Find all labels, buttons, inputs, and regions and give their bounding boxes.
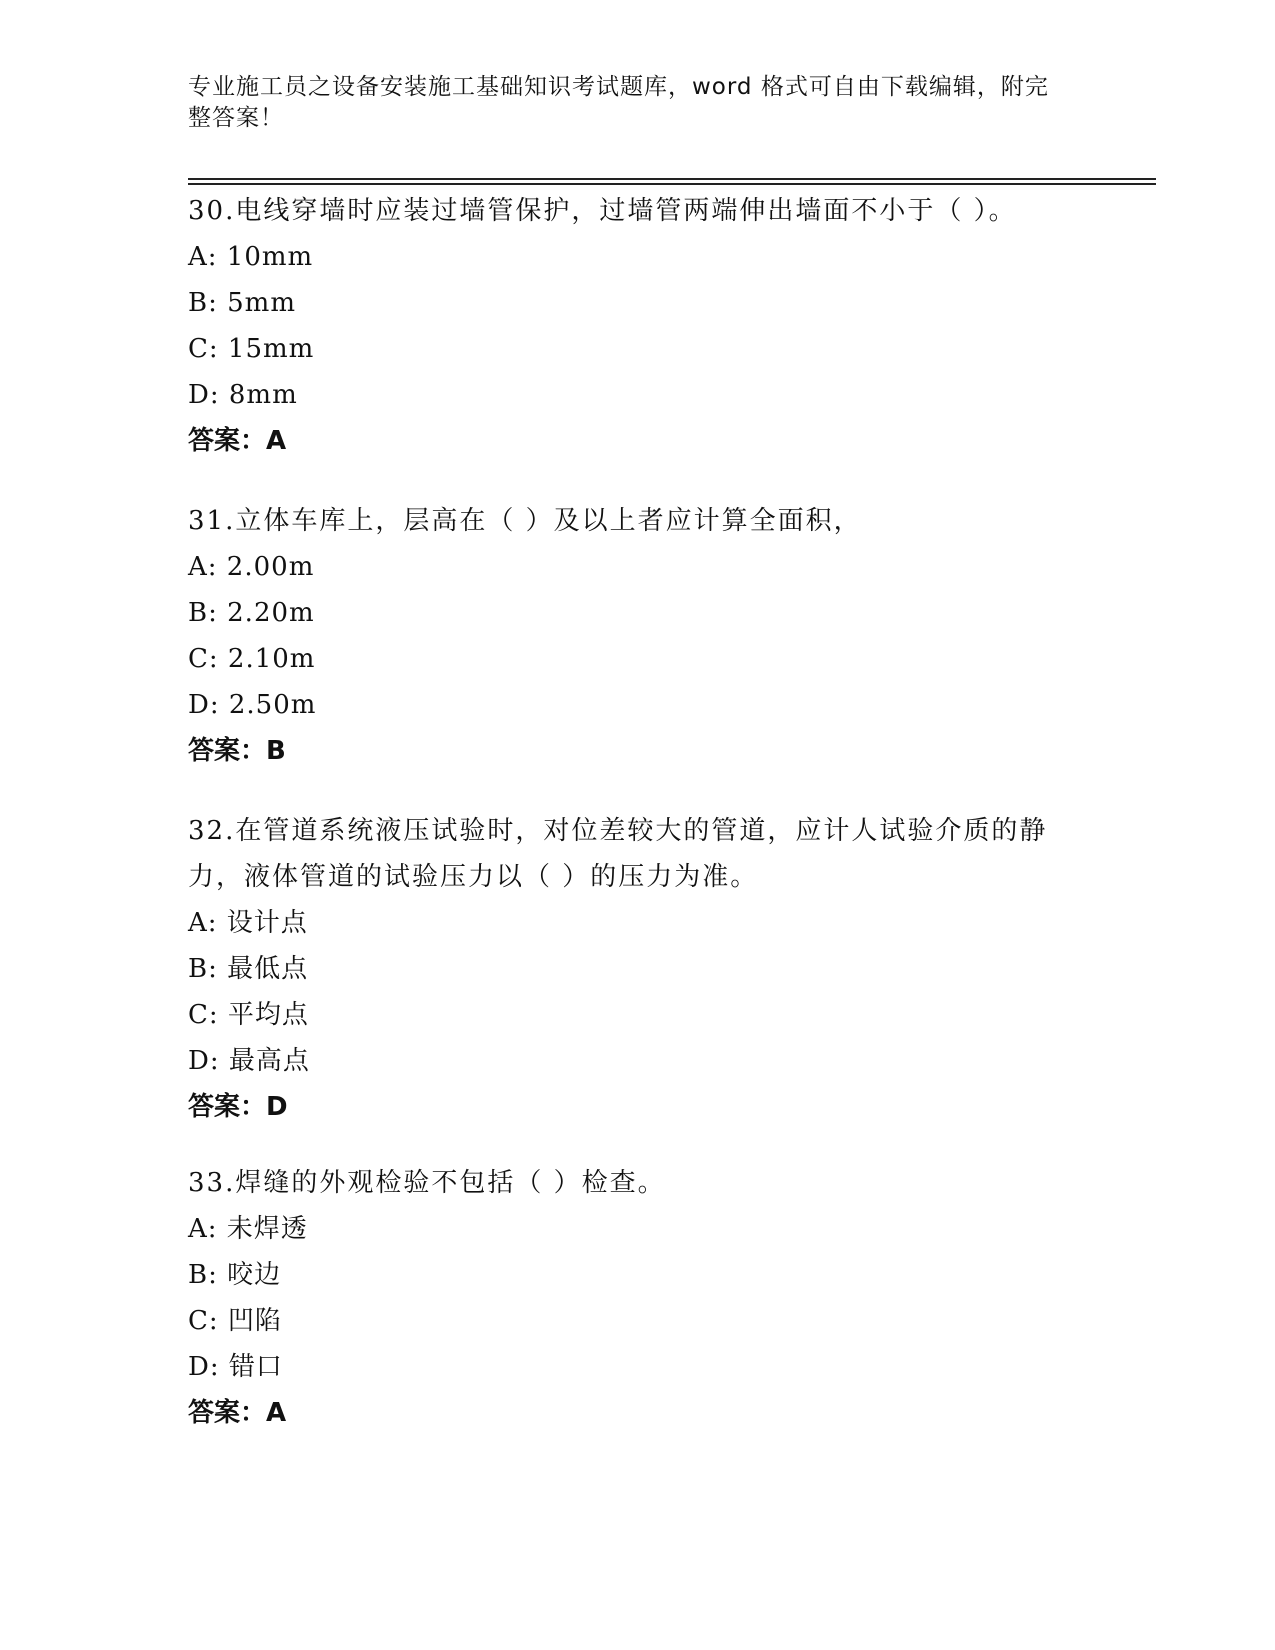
answer-line: 答案：A xyxy=(188,1398,287,1428)
question-stem: 32.在管道系统液压试验时，对位差较大的管道，应计人试验介质的静力，液体管道的试验压力以（ ）的压力为准。 xyxy=(188,816,1048,892)
question-32 xyxy=(188,808,1068,1130)
option-b: B: 2.20m xyxy=(188,598,315,628)
option-d: D: 2.50m xyxy=(188,690,317,720)
header-divider-bottom xyxy=(188,183,1156,185)
option-b: B: 最低点 xyxy=(188,954,309,984)
question-33 xyxy=(188,1160,1088,1436)
option-a: A: 设计点 xyxy=(188,908,308,938)
option-a: A: 2.00m xyxy=(188,552,315,582)
question-stem: 33.焊缝的外观检验不包括（ ）检查。 xyxy=(188,1168,666,1198)
answer-line: 答案：B xyxy=(188,736,286,766)
option-d: D: 错口 xyxy=(188,1352,283,1382)
question-stem: 30.电线穿墙时应装过墙管保护，过墙管两端伸出墙面不小于（ ）。 xyxy=(188,196,1017,226)
header-divider-top xyxy=(188,178,1156,180)
question-30 xyxy=(188,188,1088,464)
option-c: C: 平均点 xyxy=(188,1000,309,1030)
option-d: D: 8mm xyxy=(188,380,298,410)
option-a: A: 10mm xyxy=(188,242,314,272)
question-stem: 31.立体车库上，层高在（ ）及以上者应计算全面积， xyxy=(188,506,862,536)
option-a: A: 未焊透 xyxy=(188,1214,308,1244)
option-c: C: 2.10m xyxy=(188,644,316,674)
option-b: B: 5mm xyxy=(188,288,296,318)
answer-line: 答案：D xyxy=(188,1092,288,1122)
option-d: D: 最高点 xyxy=(188,1046,310,1076)
document-header: 专业施工员之设备安装施工基础知识考试题库，word 格式可自由下载编辑，附完整答案！ xyxy=(188,74,1049,131)
option-c: C: 凹陷 xyxy=(188,1306,282,1336)
option-c: C: 15mm xyxy=(188,334,315,364)
question-31 xyxy=(188,498,1088,774)
option-b: B: 咬边 xyxy=(188,1260,282,1290)
answer-line: 答案：A xyxy=(188,426,287,456)
